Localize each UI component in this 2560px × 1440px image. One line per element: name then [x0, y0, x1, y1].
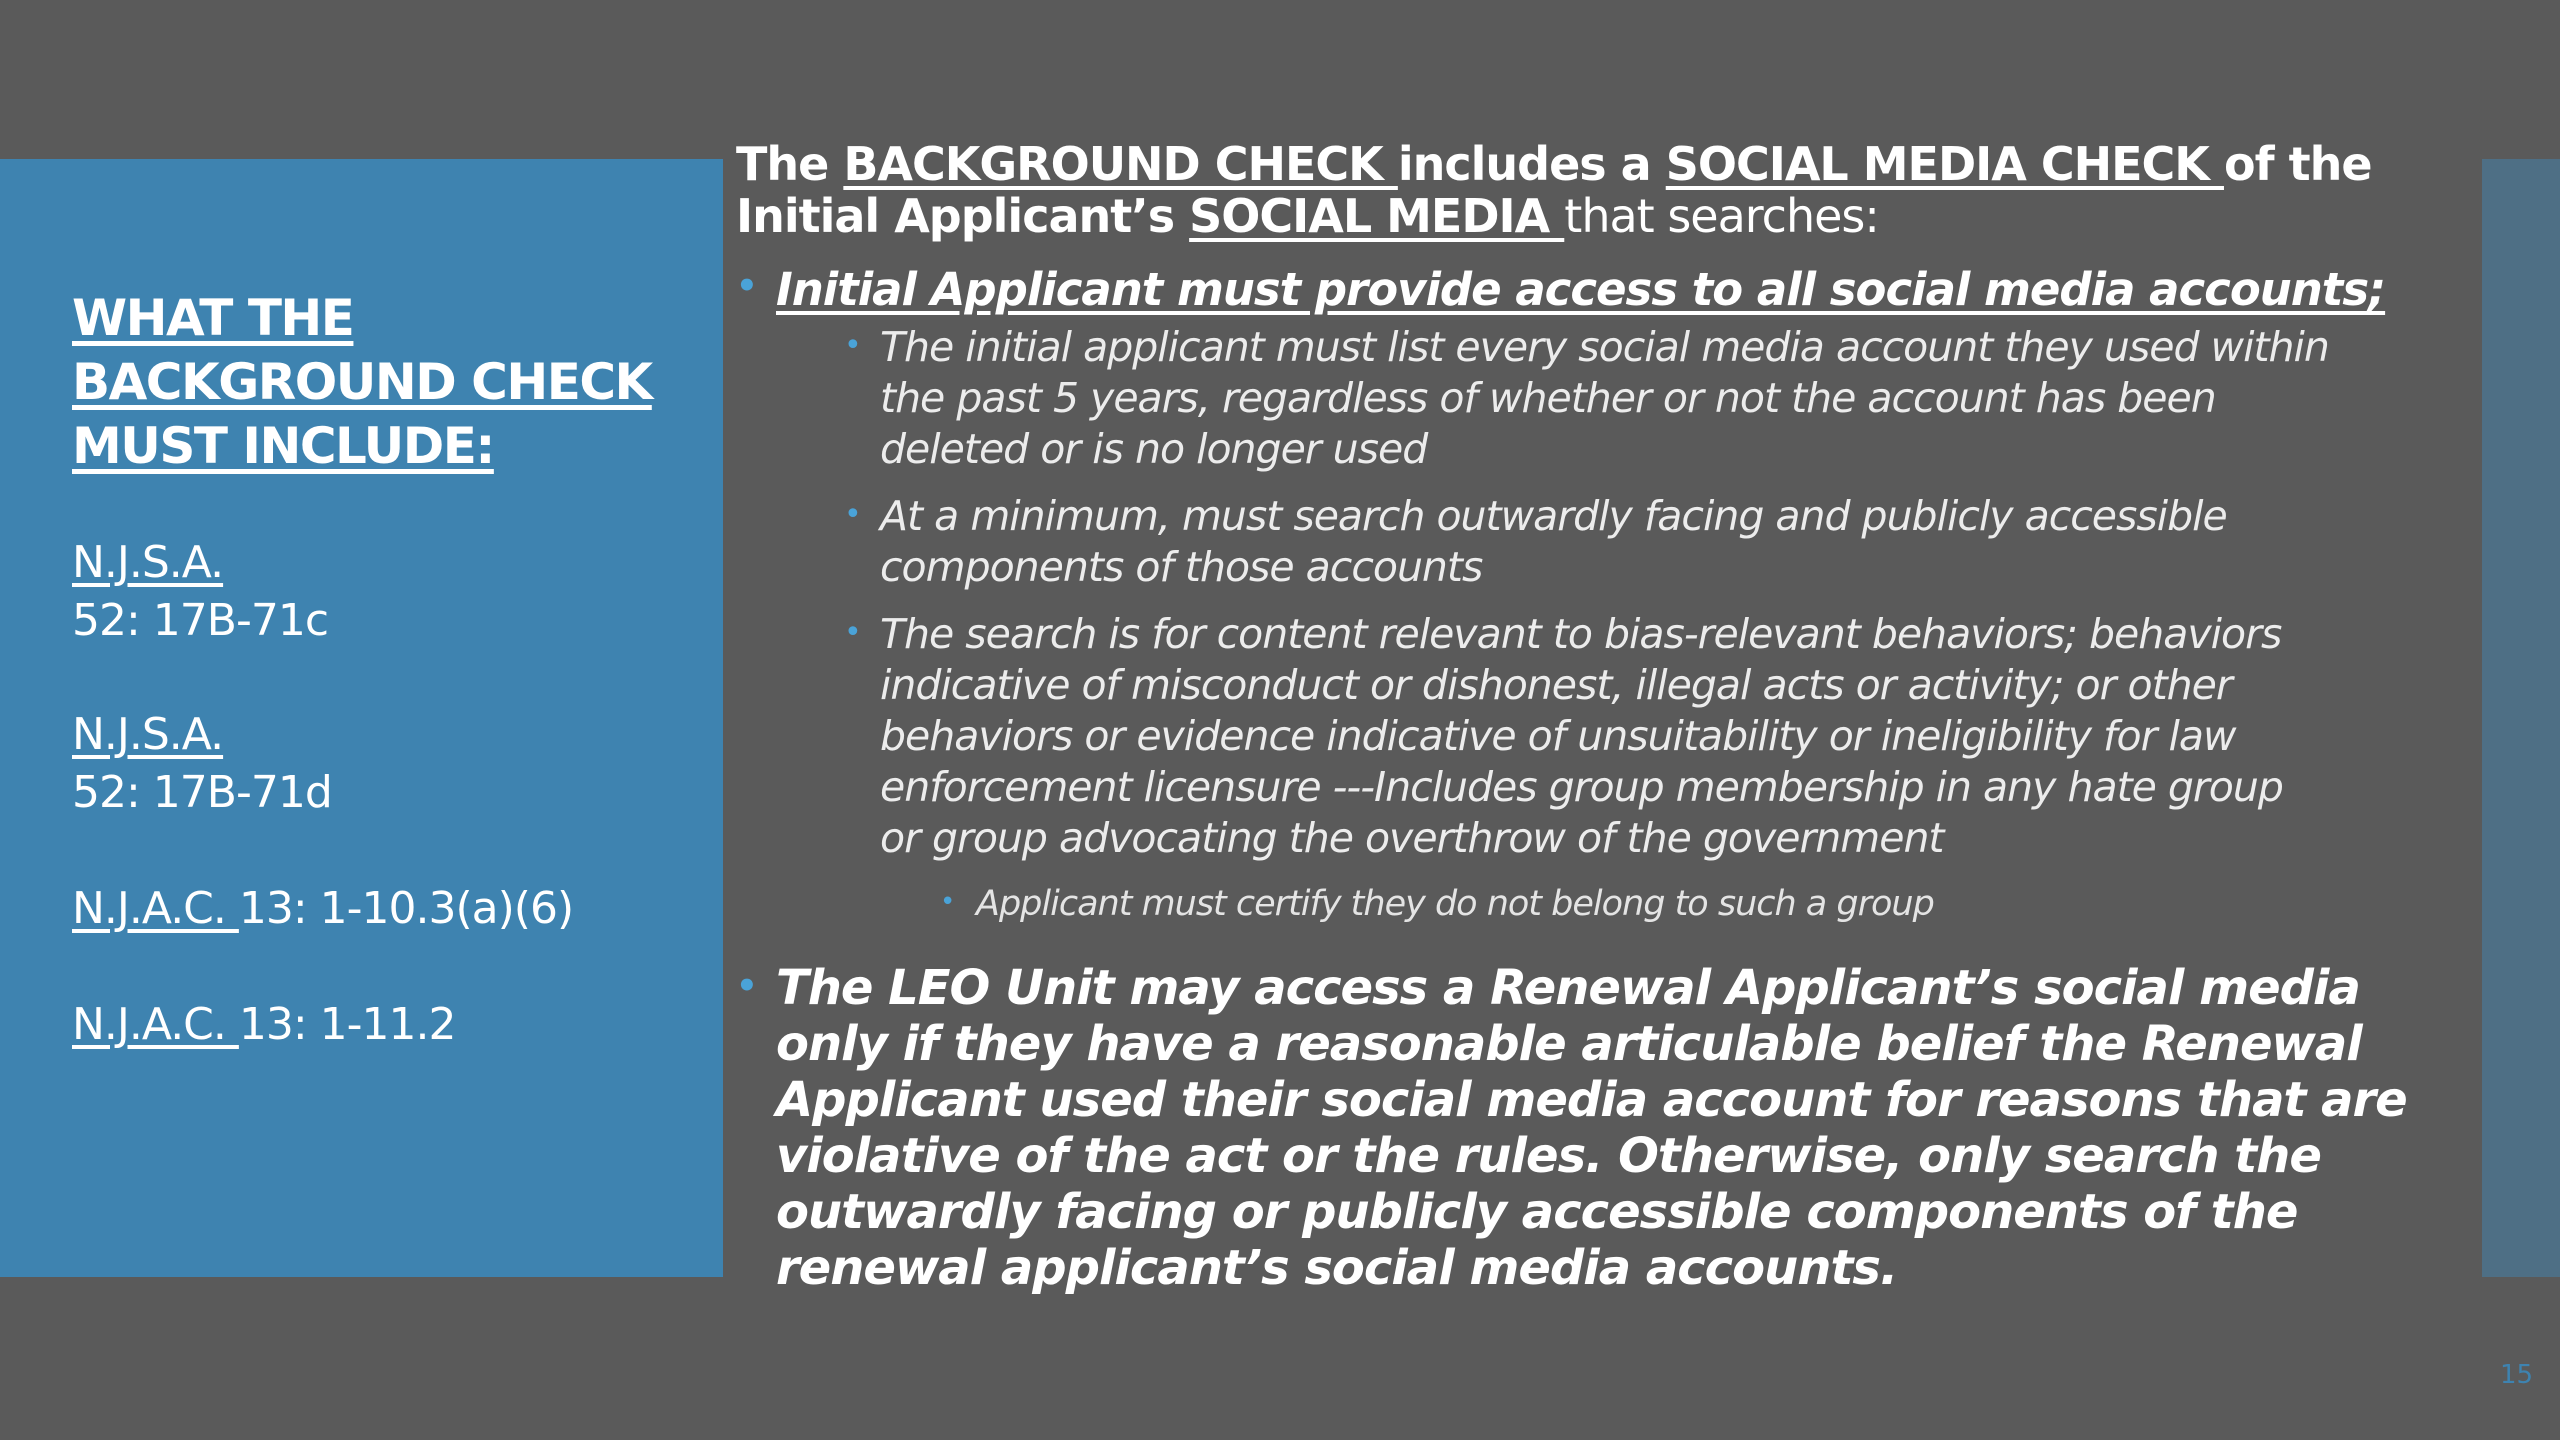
bullet-text: The search is for content relevant to bias-relevant behaviors; behaviors indicative of misconduct or dishonest, illegal acts or activity; or other behaviors or evidence indicative of unsuitability or ineligibility for law enforcement licensure ---Includes group membership in any hate group or group advocating the overthrow of the government	[880, 610, 2283, 862]
intro-text: that searches:	[1564, 189, 1879, 243]
sub-bullet-minimum-search	[844, 491, 2330, 593]
intro-underlined: BACKGROUND CHECK	[843, 137, 1398, 191]
bullet-text: At a minimum, must search outwardly facing and publicly accessible components of those accounts	[880, 492, 2227, 591]
sidebar-title-line: MUST INCLUDE:	[72, 417, 494, 475]
intro-underlined: SOCIAL MEDIA	[1189, 189, 1565, 243]
bullet-text: Applicant must certify they do not belong to such a group	[976, 884, 1934, 924]
intro-text: of the	[2223, 137, 2372, 191]
sub-sub-bullet-certify	[940, 882, 2356, 926]
sub-bullet-list-accounts	[844, 322, 2330, 475]
page-number: 15	[2500, 1360, 2534, 1390]
citation-code: N.J.A.C.	[72, 883, 239, 934]
sub-bullet-search-content	[844, 609, 2330, 864]
citation-section: 52: 17B-71c	[72, 595, 329, 646]
bullet-text: The initial applicant must list every social media account they used within the past 5 years, regardless of whether or not the account has been deleted or is no longer used	[880, 323, 2329, 473]
citation-section: 13: 1-11.2	[238, 999, 456, 1050]
bullet-renewal-applicant	[736, 960, 2416, 1296]
citation-section: 13: 1-10.3(a)(6)	[238, 883, 574, 934]
bullet-dot-icon: •	[940, 887, 955, 917]
sidebar-title-line: WHAT THE	[72, 289, 354, 347]
citation-njsa-71c	[72, 534, 328, 650]
bullet-text: The LEO Unit may access a Renewal Applicant’s social media only if they have a reasonable articulable belief the Renewal Applicant used their social media account for reasons that are violative of the act or the rules. Otherwise, only search the outwardly facing or publicly accessible components of the renewal applicant’s social media accounts.	[776, 960, 2407, 1296]
sidebar-title-line: BACKGROUND CHECK	[72, 353, 652, 411]
intro-text: includes a	[1397, 137, 1666, 191]
bullet-dot-icon: •	[844, 328, 861, 363]
citation-njac-10-3	[72, 880, 573, 938]
bullet-dot-icon: •	[844, 497, 861, 532]
bullet-initial-applicant	[736, 263, 2386, 316]
slide-content	[736, 137, 2407, 1296]
citation-code: N.J.S.A.	[72, 537, 224, 588]
citation-section: 52: 17B-71d	[72, 767, 332, 818]
intro-line-1	[736, 137, 2372, 191]
bullet-dot-icon: •	[844, 615, 861, 650]
intro-heading	[736, 137, 2372, 243]
intro-text: Initial Applicant’s	[736, 189, 1190, 243]
intro-line-2	[736, 190, 2356, 242]
citation-njac-11-2	[72, 996, 456, 1054]
intro-text: The	[736, 137, 844, 191]
bullet-dot-icon: •	[736, 966, 757, 1006]
citation-code: N.J.A.C.	[72, 999, 239, 1050]
bullet-dot-icon: •	[736, 266, 757, 306]
intro-underlined: SOCIAL MEDIA CHECK	[1665, 137, 2224, 191]
citation-code: N.J.S.A.	[72, 709, 224, 760]
right-accent-strip	[2482, 159, 2560, 1277]
sidebar-title	[72, 286, 692, 478]
citation-njsa-71d	[72, 706, 332, 822]
bullet-text: Initial Applicant must provide access to all social media accounts;	[776, 263, 2386, 316]
